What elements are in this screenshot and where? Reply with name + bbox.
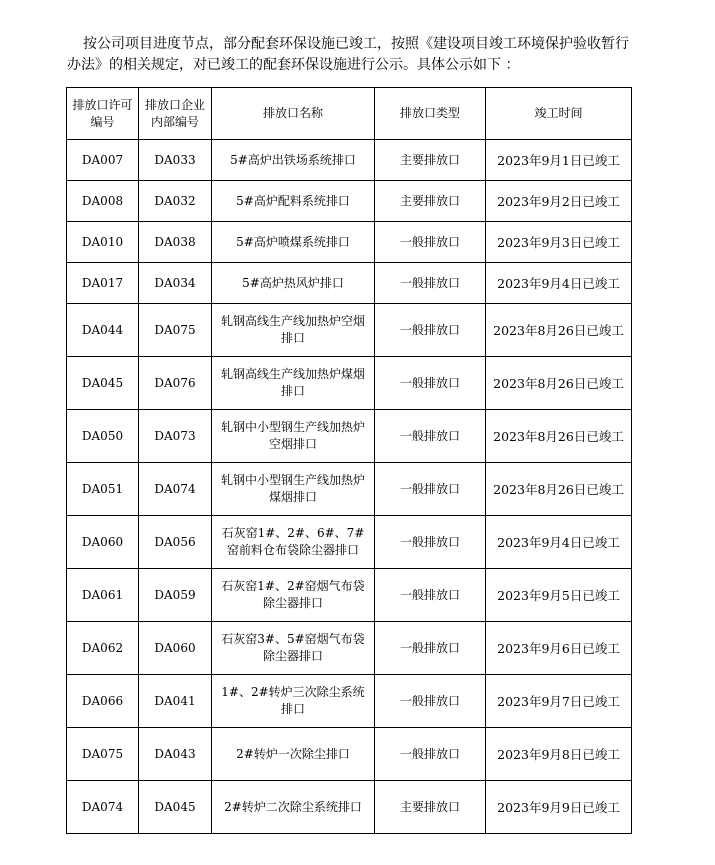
- table-row: [67, 781, 632, 834]
- internal-number-cell: DA045: [139, 781, 212, 834]
- outlet-type-cell: 一般排放口: [375, 304, 486, 357]
- completion-date-cell: 2023年9月6日已竣工: [486, 622, 632, 675]
- outlet-type-cell: 一般排放口: [375, 410, 486, 463]
- completion-date-cell: 2023年9月3日已竣工: [486, 222, 632, 263]
- table-row: [67, 410, 632, 463]
- permit-number-cell: DA017: [67, 263, 139, 304]
- outlet-type-cell: 一般排放口: [375, 728, 486, 781]
- permit-number-cell: DA051: [67, 463, 139, 516]
- outlet-name-cell: 轧钢高线生产线加热炉煤烟排口: [212, 357, 375, 410]
- completion-date-cell: 2023年9月4日已竣工: [486, 263, 632, 304]
- outlet-name-cell: 5#高炉热风炉排口: [212, 263, 375, 304]
- table-row: [67, 516, 632, 569]
- internal-number-cell: DA074: [139, 463, 212, 516]
- permit-number-cell: DA075: [67, 728, 139, 781]
- outlet-type-cell: 一般排放口: [375, 516, 486, 569]
- internal-number-cell: DA076: [139, 357, 212, 410]
- internal-number-cell: DA075: [139, 304, 212, 357]
- completion-date-cell: 2023年8月26日已竣工: [486, 357, 632, 410]
- outlet-type-cell: 主要排放口: [375, 781, 486, 834]
- table-body: [67, 140, 632, 834]
- permit-number-cell: DA008: [67, 181, 139, 222]
- permit-number-cell: DA062: [67, 622, 139, 675]
- internal-number-cell: DA056: [139, 516, 212, 569]
- internal-number-cell: DA043: [139, 728, 212, 781]
- permit-number-cell: DA066: [67, 675, 139, 728]
- table-row: [67, 181, 632, 222]
- permit-number-cell: DA060: [67, 516, 139, 569]
- outlet-type-cell: 主要排放口: [375, 140, 486, 181]
- outlet-type-cell: 主要排放口: [375, 181, 486, 222]
- header-outlet-type: 排放口类型: [375, 88, 486, 140]
- outlet-name-cell: 石灰窑3#、5#窑烟气布袋除尘器排口: [212, 622, 375, 675]
- permit-number-cell: DA061: [67, 569, 139, 622]
- table-row: [67, 569, 632, 622]
- outlet-type-cell: 一般排放口: [375, 263, 486, 304]
- internal-number-cell: DA034: [139, 263, 212, 304]
- permit-number-cell: DA007: [67, 140, 139, 181]
- table-row: [67, 728, 632, 781]
- outlet-type-cell: 一般排放口: [375, 357, 486, 410]
- table-row: [67, 263, 632, 304]
- permit-number-cell: DA050: [67, 410, 139, 463]
- outlet-name-cell: 5#高炉出铁场系统排口: [212, 140, 375, 181]
- intro-paragraph: 按公司项目进度节点，部分配套环保设施已竣工，按照《建设项目竣工环境保护验收暂行办法》的相关规定，对已竣工的配套环保设施进行公示。具体公示如下 ：: [67, 36, 629, 73]
- outlet-type-cell: 一般排放口: [375, 463, 486, 516]
- internal-number-cell: DA041: [139, 675, 212, 728]
- completion-date-cell: 2023年9月1日已竣工: [486, 140, 632, 181]
- completion-date-cell: 2023年9月7日已竣工: [486, 675, 632, 728]
- outlet-name-cell: 5#高炉喷煤系统排口: [212, 222, 375, 263]
- internal-number-cell: DA032: [139, 181, 212, 222]
- completion-date-cell: 2023年8月26日已竣工: [486, 304, 632, 357]
- header-completion-date: 竣工时间: [486, 88, 632, 140]
- header-permit-number: 排放口许可编号: [67, 88, 139, 140]
- internal-number-cell: DA060: [139, 622, 212, 675]
- completion-date-cell: 2023年9月9日已竣工: [486, 781, 632, 834]
- outlet-name-cell: 石灰窑1#、2#、6#、7#窑前料仓布袋除尘器排口: [212, 516, 375, 569]
- permit-number-cell: DA010: [67, 222, 139, 263]
- completion-date-cell: 2023年8月26日已竣工: [486, 410, 632, 463]
- outlet-name-cell: 2#转炉一次除尘排口: [212, 728, 375, 781]
- outlet-name-cell: 轧钢高线生产线加热炉空烟排口: [212, 304, 375, 357]
- permit-number-cell: DA044: [67, 304, 139, 357]
- completion-date-cell: 2023年9月4日已竣工: [486, 516, 632, 569]
- outlet-name-cell: 1#、2#转炉三次除尘系统排口: [212, 675, 375, 728]
- completion-date-cell: 2023年9月8日已竣工: [486, 728, 632, 781]
- permit-number-cell: DA045: [67, 357, 139, 410]
- table-header-row: [67, 88, 632, 140]
- header-outlet-name: 排放口名称: [212, 88, 375, 140]
- table-row: [67, 357, 632, 410]
- outlet-table: [66, 87, 632, 834]
- table-row: [67, 222, 632, 263]
- completion-date-cell: 2023年9月2日已竣工: [486, 181, 632, 222]
- table-row: [67, 463, 632, 516]
- completion-date-cell: 2023年9月5日已竣工: [486, 569, 632, 622]
- internal-number-cell: DA059: [139, 569, 212, 622]
- outlet-name-cell: 2#转炉二次除尘系统排口: [212, 781, 375, 834]
- outlet-name-cell: 5#高炉配料系统排口: [212, 181, 375, 222]
- table-row: [67, 622, 632, 675]
- outlet-name-cell: 轧钢中小型钢生产线加热炉空烟排口: [212, 410, 375, 463]
- table-row: [67, 304, 632, 357]
- table-row: [67, 140, 632, 181]
- outlet-type-cell: 一般排放口: [375, 622, 486, 675]
- outlet-name-cell: 轧钢中小型钢生产线加热炉煤烟排口: [212, 463, 375, 516]
- internal-number-cell: DA038: [139, 222, 212, 263]
- header-internal-number: 排放口企业内部编号: [139, 88, 212, 140]
- completion-date-cell: 2023年8月26日已竣工: [486, 463, 632, 516]
- outlet-type-cell: 一般排放口: [375, 569, 486, 622]
- outlet-name-cell: 石灰窑1#、2#窑烟气布袋除尘器排口: [212, 569, 375, 622]
- internal-number-cell: DA073: [139, 410, 212, 463]
- table-row: [67, 675, 632, 728]
- internal-number-cell: DA033: [139, 140, 212, 181]
- permit-number-cell: DA074: [67, 781, 139, 834]
- outlet-type-cell: 一般排放口: [375, 222, 486, 263]
- outlet-type-cell: 一般排放口: [375, 675, 486, 728]
